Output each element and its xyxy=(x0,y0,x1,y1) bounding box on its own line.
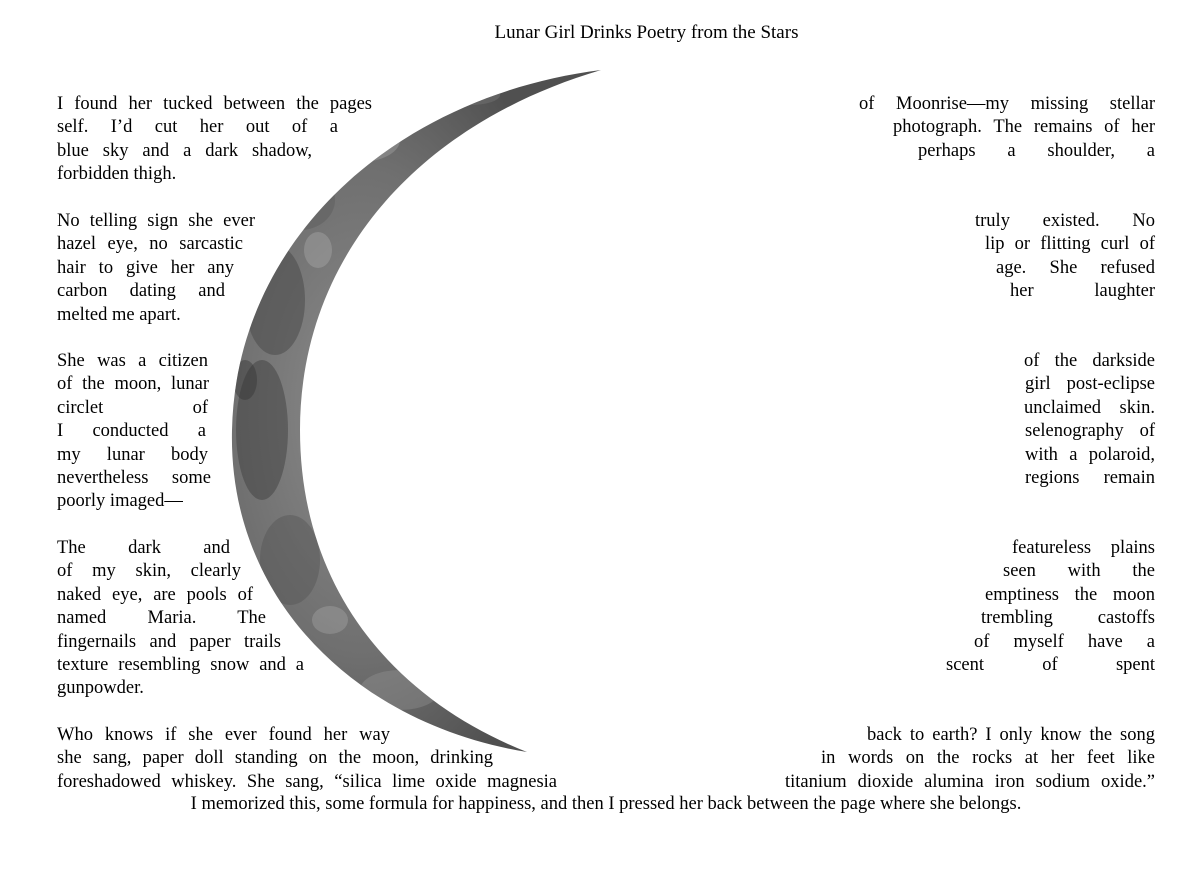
poem-line-left: blue sky and a dark shadow, xyxy=(57,140,312,161)
poem-line-left: of the moon, lunar xyxy=(57,374,209,395)
poem-line-left: carbon dating and xyxy=(57,281,225,302)
poem-line-right: lip or flitting curl of xyxy=(985,234,1155,255)
poem-line-left: I found her tucked between the pages xyxy=(57,94,372,114)
poem-line-left: self. I’d cut her out of a xyxy=(57,117,338,138)
poem-line-right: perhaps a shoulder, a xyxy=(918,140,1155,161)
poem-line-left: foreshadowed whiskey. She sang, “silica lime oxide magnesia xyxy=(57,771,557,792)
poem-line-right: emptiness the moon xyxy=(985,584,1155,605)
poem-line-right: scent of spent xyxy=(946,655,1155,675)
poem-line-right: of Moonrise—my missing stellar xyxy=(859,94,1155,114)
poem-line-left: circlet of xyxy=(57,397,208,418)
poem-line-left: my lunar body xyxy=(57,444,208,465)
poem-line-left: she sang, paper doll standing on the moon, drinking xyxy=(57,748,493,769)
poem-final-line: I memorized this, some formula for happiness, and then I pressed her back between the page where she belongs. xyxy=(190,794,1022,814)
poem-line-left: texture resembling snow and a xyxy=(57,655,304,675)
poem-line-right: age. She refused xyxy=(996,257,1155,278)
poem-line-left: The dark and xyxy=(57,538,230,558)
poem-line-left: nevertheless some xyxy=(57,468,211,488)
poem-line-right: regions remain xyxy=(1025,468,1155,488)
poem-line-right: trembling castoffs xyxy=(981,608,1155,629)
poem-line-left: gunpowder. xyxy=(57,678,144,699)
poem-line-right: girl post-eclipse xyxy=(1025,374,1155,395)
poem-line-right: of myself have a xyxy=(974,631,1155,652)
poem-line-left: naked eye, are pools of xyxy=(57,584,253,605)
poem-line-left: named Maria. The xyxy=(57,608,266,629)
poem-line-left: melted me apart. xyxy=(57,304,181,325)
poem-line-right: selenography of xyxy=(1025,421,1155,442)
poem-title: Lunar Girl Drinks Poetry from the Stars xyxy=(494,22,799,43)
poem-line-left: She was a citizen xyxy=(57,351,208,371)
poem-line-left: hair to give her any xyxy=(57,257,234,278)
poem-line-left: poorly imaged— xyxy=(57,491,183,512)
moon-crescent-shape xyxy=(232,70,601,752)
poem-line-left: No telling sign she ever xyxy=(57,211,255,231)
poem-line-left: hazel eye, no sarcastic xyxy=(57,234,243,255)
poem-line-right: featureless plains xyxy=(1012,538,1155,558)
poem-line-left: forbidden thigh. xyxy=(57,164,177,185)
poem-line-right: in words on the rocks at her feet like xyxy=(821,748,1155,769)
poem-line-right: her laughter xyxy=(1010,281,1155,302)
poem-line-right: of the darkside xyxy=(1024,351,1155,371)
poem-line-left: I conducted a xyxy=(57,421,206,442)
poem-line-right: back to earth? I only know the song xyxy=(867,725,1155,745)
poem-line-right: titanium dioxide alumina iron sodium oxide.” xyxy=(785,771,1155,792)
poem-line-right: unclaimed skin. xyxy=(1024,397,1155,418)
poem-line-left: Who knows if she ever found her way xyxy=(57,725,390,745)
poem-line-right: truly existed. No xyxy=(975,211,1155,231)
poem-line-right: photograph. The remains of her xyxy=(893,117,1155,138)
poem-line-left: of my skin, clearly xyxy=(57,561,241,582)
poem-line-left: fingernails and paper trails xyxy=(57,631,281,652)
poem-line-right: with a polaroid, xyxy=(1025,444,1155,465)
poem-line-right: seen with the xyxy=(1003,561,1155,582)
